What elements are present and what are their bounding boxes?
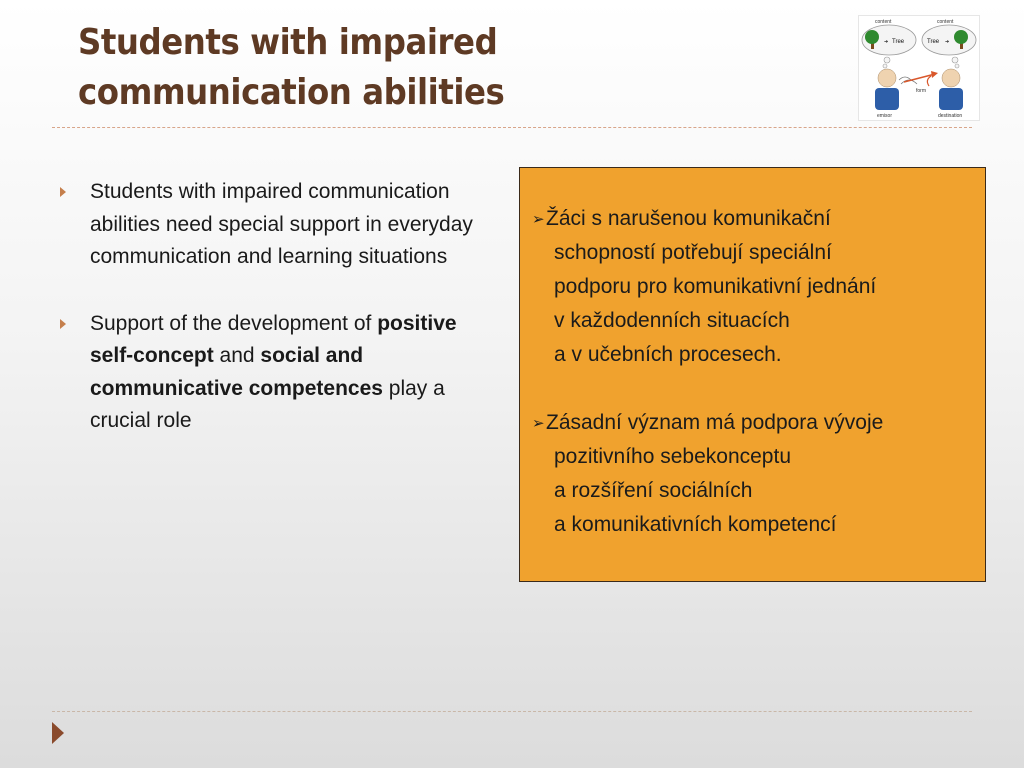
svg-text:form: form	[916, 88, 926, 94]
svg-text:Tree: Tree	[927, 39, 940, 45]
svg-text:➜: ➜	[945, 39, 950, 45]
next-slide-arrow-icon[interactable]	[52, 722, 64, 744]
bullet-text-suffix: play a crucial role	[90, 376, 445, 432]
svg-text:destination: destination	[938, 113, 963, 119]
czech-item-2	[532, 406, 985, 542]
czech-line: v každodenních situacích	[554, 309, 790, 332]
czech-line: Žáci s narušenou komunikační	[546, 207, 831, 230]
slide-title: Students with impaired communication abilities	[78, 22, 505, 113]
footer-divider	[52, 711, 972, 712]
czech-item-1	[532, 202, 985, 372]
bullet-text-middle: and	[213, 344, 261, 367]
svg-text:content: content	[875, 19, 892, 25]
czech-line: Zásadní význam má podpora vývoje	[546, 411, 884, 434]
svg-text:content: content	[937, 19, 954, 25]
bullet-text: Students with impaired communication abilities need special support in everyday communication and learning situations	[90, 180, 473, 268]
svg-text:emisor: emisor	[877, 113, 893, 119]
svg-text:Tree: Tree	[892, 39, 905, 45]
bullet-text-prefix: Support of the development of	[90, 311, 378, 335]
bullet-item-2	[60, 308, 500, 438]
czech-line: a rozšíření sociálních	[554, 479, 753, 502]
czech-translation-box	[519, 167, 986, 582]
title-divider	[52, 127, 972, 128]
bullet-bold-self-concept: positive self-concept	[90, 311, 457, 367]
triangle-bullet-icon	[60, 187, 66, 197]
arrow-bullet-icon: ➢	[532, 415, 545, 432]
czech-line: pozitivního sebekonceptu	[554, 445, 791, 468]
czech-line: schopností potřebují speciální	[554, 241, 832, 264]
arrow-bullet-icon: ➢	[532, 211, 545, 228]
bullet-item-1	[60, 176, 500, 274]
czech-line: a komunikativních kompetencí	[554, 513, 837, 536]
communication-illustration	[858, 15, 980, 121]
czech-line: podporu pro komunikativní jednání	[554, 275, 877, 298]
communication-diagram-icon	[859, 16, 979, 120]
bullet-bold-competences: social and communicative competences	[90, 344, 383, 400]
czech-line: a v učebních procesech.	[554, 343, 782, 366]
triangle-bullet-icon	[60, 319, 66, 329]
english-bullet-list	[60, 176, 500, 472]
svg-text:➜: ➜	[884, 39, 889, 45]
